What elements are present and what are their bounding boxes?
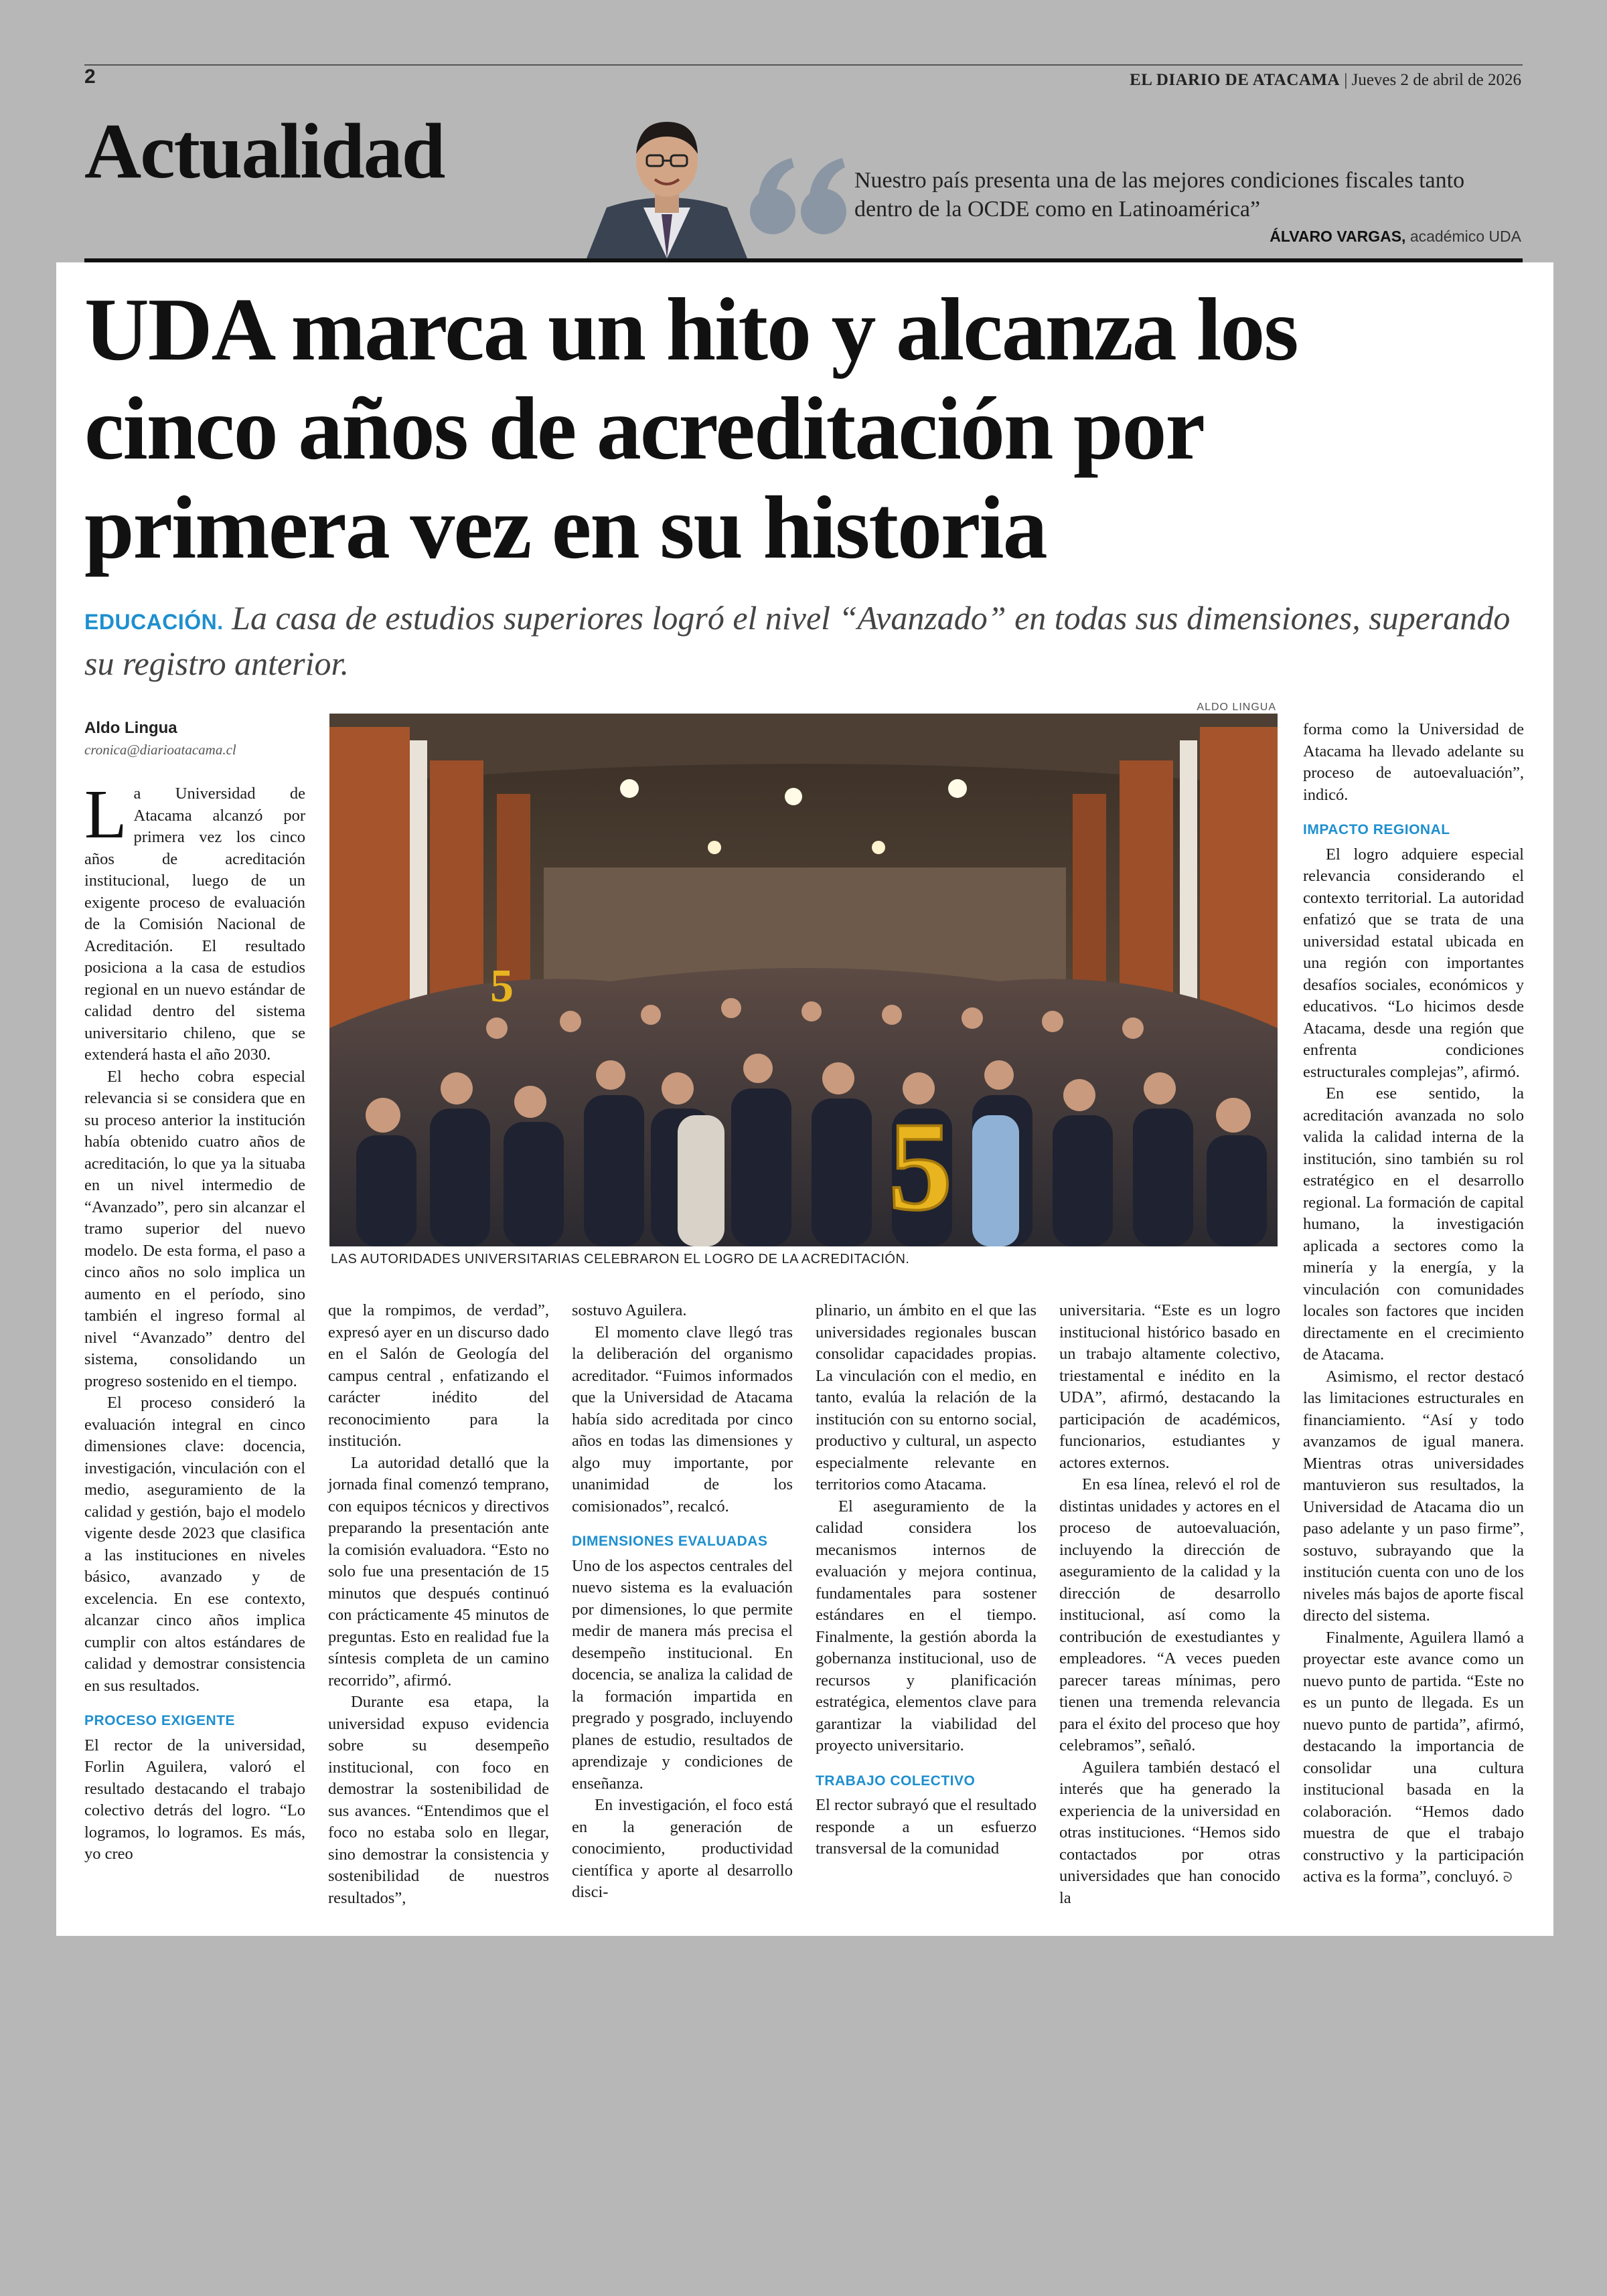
paragraph: El aseguramiento de la calidad considera los mecanismos internos de evaluación y mejora continua, fundamentales para sostener estándares en el tiempo. Finalmente, la gestión aborda la gobernanza institucional, uso de recursos y planificación estratégica, elementos clave para garantizar la viabilidad del proyecto universitario. xyxy=(816,1497,1037,1754)
paragraph: La autoridad detalló que la jornada final comenzó temprano, con equipos técnicos y directivos preparando la presentación ante la comisión evaluadora. “Esto no solo fue una presentación de 15 minutos que después continuó con prácticamente 45 minutos de preguntas. Esto en realidad fue la síntesis completa de un camino recorrido”, afirmó. xyxy=(328,1453,549,1690)
deck-text: La casa de estudios superiores logró el nivel “Avanzado” en todas sus dimensiones, superando su registro anterior. xyxy=(84,599,1511,682)
paragraph: Uno de los aspectos centrales del nuevo sistema es la evaluación por dimensiones, lo que permite medir de manera más precisa el desempeño institucional. En docencia, se analiza la calidad de la formación impartida en pregrado y posgrado, incluyendo planes de estudio, resultados de aprendizaje y condiciones de enseñanza. xyxy=(572,1556,793,1793)
subheading: DIMENSIONES EVALUADAS xyxy=(572,1534,768,1549)
paragraph: El rector subrayó que el resultado responde a un esfuerzo transversal de la comunidad xyxy=(816,1796,1037,1858)
top-rule xyxy=(84,64,1523,66)
paragraph: El proceso consideró la evaluación integral en cinco dimensiones clave: docencia, investigación, vinculación con el medio, aseguramiento de la calidad y gestión, bajo el modelo vigente desde 2023 que clasifica a las instituciones en niveles básico, avanzado y de excelencia. En ese contexto, alcanzar cinco años implica cumplir con altos estándares de calidad y demostrar consistencia en sus resultados. xyxy=(84,1394,305,1695)
subheading: TRABAJO COLECTIVO xyxy=(816,1773,976,1789)
drop-cap: L xyxy=(84,776,127,853)
article-column-1 xyxy=(84,776,305,1866)
paragraph: universitaria. “Este es un logro institucional histórico basado en un trabajo altamente colectivo, triestamental e inédito en la UDA”, afirmó, destacando la participación de académicos, funcionarios, estudiantes y actores externos. xyxy=(1059,1301,1280,1472)
subheading: PROCESO EXIGENTE xyxy=(84,1713,236,1728)
article-headline: UDA marca un hito y alcanza los cinco años de acreditación por primera vez en su historia xyxy=(84,280,1298,577)
paragraph: El hecho cobra especial relevancia si se considera que en su proceso anterior la institución había obtenido cuatro años de acreditación, lo que ya la situaba en un nivel intermedio de “Avanzado”, pero sin alcanzar el tramo superior del nuevo modelo. De esta forma, el paso a cinco años no solo implica un aumento en el período, sino también el ingreso formal al nivel “Avanzado” dentro del sistema, consolidando un progreso sostenido en el tiempo. xyxy=(84,1067,305,1390)
byline xyxy=(84,719,312,758)
issue-date: Jueves 2 de abril de 2026 xyxy=(1351,71,1521,89)
subheading: IMPACTO REGIONAL xyxy=(1303,822,1450,837)
svg-text:5: 5 xyxy=(490,961,514,1012)
paragraph: En investigación, el foco está en la generación de conocimiento, productividad científica y aporte al desarrollo disci- xyxy=(572,1796,793,1901)
section-title: Actualidad xyxy=(84,107,445,195)
article-column-2 xyxy=(328,1300,549,1909)
paragraph: que la rompimos, de verdad”, expresó ayer en un discurso dado en el Salón de Geología del campus central , enfatizando el carácter inédito del reconocimiento para la institución. xyxy=(328,1301,549,1450)
pull-quote-text: Nuestro país presenta una de las mejores condiciones fiscales tanto dentro de la OCDE como en Latinoamérica” xyxy=(854,168,1465,222)
photo-caption: LAS AUTORIDADES UNIVERSITARIAS CELEBRARON EL LOGRO DE LA ACREDITACIÓN. xyxy=(331,1252,910,1266)
masthead xyxy=(1130,71,1521,90)
end-mark-icon: ᘐ xyxy=(1503,1869,1513,1885)
paragraph: plinario, un ámbito en el que las universidades regionales buscan consolidar capacidades propias. La vinculación con el medio, en tanto, evalúa la relación de la institución con su entorno social, productivo y cultural, un aspecto especialmente relevante en territorios como Atacama. xyxy=(816,1301,1037,1493)
paragraph: Asimismo, el rector destacó las limitaciones estructurales en financiamiento. “Así y todo avanzamos de igual manera. Mientras otras universidades mantuvieron sus resultados, la Universidad de Atacama dio un paso adelante y un paso firme”, sostuvo, subrayando que la institución cuenta con uno de los niveles más bajos de aporte fiscal directo del sistema. xyxy=(1303,1367,1524,1625)
page-number: 2 xyxy=(84,66,96,88)
article-column-5 xyxy=(1059,1300,1280,1909)
newspaper-name: EL DIARIO DE ATACAMA xyxy=(1130,71,1341,89)
paragraph: forma como la Universidad de Atacama ha llevado adelante su proceso de autoevaluación”, indicó. xyxy=(1303,720,1524,804)
paragraph: En ese sentido, la acreditación avanzada no solo valida la calidad interna de la institución, sino también su rol estratégico en el desarrollo regional. La formación de capital humano, la investigación aplicada a sectores como la minería y la energía, y la vinculación con comunidades locales son factores que inciden directamente en el crecimiento de Atacama. xyxy=(1303,1084,1524,1364)
quote-author-role: académico UDA xyxy=(1409,228,1521,245)
article-column-3 xyxy=(572,1300,793,1904)
byline-name: Aldo Lingua xyxy=(84,719,177,737)
paragraph: Durante esa etapa, la universidad expuso evidencia sobre su desempeño institucional, con foco en demostrar la sostenibilidad de sus avances. “Entendimos que el foco no estaba solo en llegar, sino demostrar la consistencia y sostenibilidad de nuestros resultados”, xyxy=(328,1693,549,1907)
double-quote-icon xyxy=(745,147,852,248)
author-portrait xyxy=(580,107,754,258)
paragraph: El momento clave llegó tras la deliberación del organismo acreditador. “Fuimos informados que la Universidad de Atacama había sido acreditada por cinco años en todas las dimensiones y algo muy importante, por unanimidad de los comisionados”, recalcó. xyxy=(572,1323,793,1515)
svg-text:5: 5 xyxy=(889,1096,952,1237)
byline-email: cronica@diarioatacama.cl xyxy=(84,742,236,758)
masthead-separator: | xyxy=(1344,71,1352,89)
quote-author-name: ÁLVARO VARGAS, xyxy=(1270,228,1406,245)
paragraph: En esa línea, relevó el rol de distintas unidades y actores en el proceso de autoevaluación, incluyendo la dirección de aseguramiento de la calidad y la dirección de desarrollo institucional, así como la contribución de exestudiantes y empleadores. “A veces pueden parecer tareas mínimas, pero tienen una tremenda relevancia para el éxito del proceso que hoy celebramos”, señaló. xyxy=(1059,1475,1280,1754)
photo-credit: ALDO LINGUA xyxy=(1197,702,1276,713)
paragraph: El rector de la universidad, Forlin Aguilera, valoró el resultado destacando el trabajo colectivo detrás del logro. “Lo logramos, lo logramos. Es más, yo creo xyxy=(84,1736,305,1863)
paragraph: sostuvo Aguilera. xyxy=(572,1301,687,1319)
article-column-4 xyxy=(816,1300,1037,1860)
paragraph: El logro adquiere especial relevancia considerando el contexto territorial. La autoridad enfatizó que se trata de una universidad estatal ubicada en una región con importantes desafíos sociales, económicos y educativos. “Lo hicimos desde Atacama, desde una región que enfrenta condiciones estructurales complejas”, afirmó. xyxy=(1303,845,1524,1081)
paragraph: La Universidad de Atacama alcanzó por primera vez los cinco años de acreditación institucional, luego de un exigente proceso de evaluación de la Comisión Nacional de Acreditación. El resultado posiciona a la casa de estudios regional en un nuevo estándar de calidad dentro del sistema universitario chileno, que se extenderá hasta el año 2030. xyxy=(84,776,305,1064)
article-deck xyxy=(84,597,1517,684)
article-column-6 xyxy=(1303,719,1524,1888)
paragraph: Aguilera también destacó el interés que ha generado la experiencia de la universidad en otras instituciones. “Hemos sido contactados por otras universidades que han conocido la xyxy=(1059,1758,1280,1907)
pull-quote-author xyxy=(1270,228,1521,246)
paragraph: Finalmente, Aguilera llamó a proyectar este avance como un nuevo punto de partida. “Este no es un punto de llegada. Es un nuevo punto de partida”, afirmó, destacando la importancia de consolidar una cultura institucional basada en la colaboración. “Hemos dado muestra de que el trabajo constructivo y la participación activa es la forma”, concluyó. ᘐ xyxy=(1303,1628,1524,1886)
article-photo xyxy=(329,714,1278,1246)
deck-kicker: EDUCACIÓN. xyxy=(84,610,224,634)
